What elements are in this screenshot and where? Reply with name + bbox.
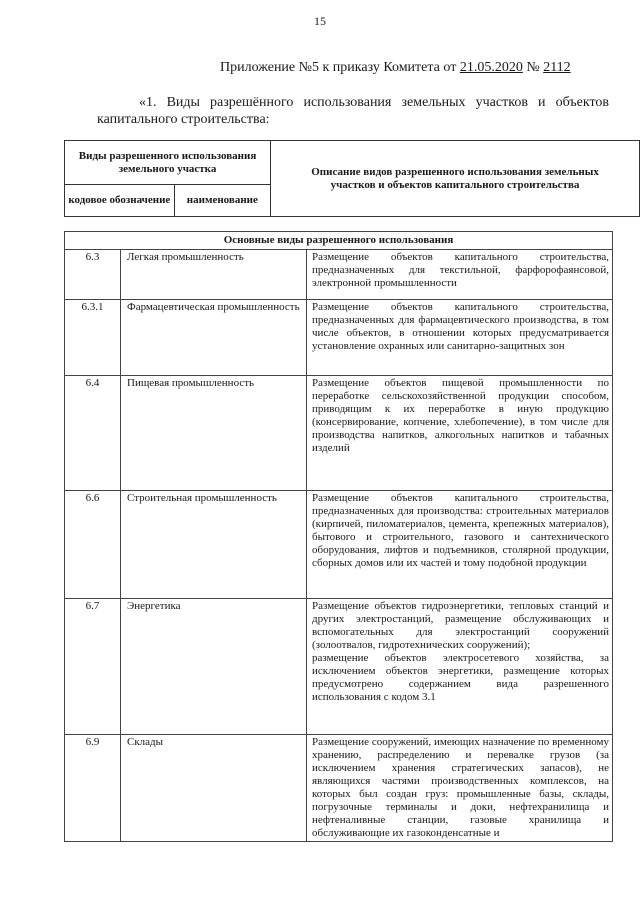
row-description <box>307 599 613 735</box>
row-name: Пищевая промышленность <box>121 376 307 491</box>
description-paragraph: Размещение объектов капитального строительства, предназначенных для текстильной, фарфорофаянсовой, электронной промышленности <box>312 251 610 289</box>
row-name: Фармацевтическая промышленность <box>121 300 307 376</box>
description-paragraph: Размещение объектов гидроэнергетики, тепловых станций и других электростанций, размещение обслуживающих и вспомогательных для электростанций сооружений (золоотвалов, гидротехнических сооружений); <box>312 600 610 651</box>
header-group-cell: Виды разрешенного использования земельного участка <box>65 141 271 185</box>
row-name: Энергетика <box>121 599 307 735</box>
appendix-caption <box>220 60 571 76</box>
row-description <box>307 735 613 842</box>
table-row <box>65 491 613 599</box>
section-title: Основные виды разрешенного использования <box>65 232 613 250</box>
row-code: 6.9 <box>65 735 121 842</box>
section-row <box>65 232 613 250</box>
row-description <box>307 300 613 376</box>
description-paragraph: Размещение объектов капитального строительства, предназначенных для фармацевтического производства, в том числе объектов, в отношении которых предусматривается установление охранных или санитарно-защитных зон <box>312 301 610 352</box>
appendix-number: 2112 <box>543 60 571 75</box>
intro-paragraph: «1. Виды разрешённого использования земельных участков и объектов капитального строительства: <box>97 95 609 127</box>
appendix-date: 21.05.2020 <box>459 60 523 75</box>
row-name: Строительная промышленность <box>121 491 307 599</box>
row-name: Склады <box>121 735 307 842</box>
description-paragraph: Размещение объектов пищевой промышленности по переработке сельскохозяйственной продукции способом, приводящим к их переработке в иную продукцию (консервирование, копчение, хлебопечение), в том числе для производства напитков, алкогольных напитков и табачных изделий <box>312 377 610 454</box>
appendix-prefix: Приложение №5 к приказу Комитета от <box>220 60 460 75</box>
table-row <box>65 300 613 376</box>
land-use-table <box>64 231 613 842</box>
header-code-cell: кодовое обозначение <box>65 185 175 217</box>
page-number: 15 <box>314 14 326 28</box>
header-description-cell: Описание видов разрешенного использования земельных участков и объектов капитального строительства <box>271 141 640 217</box>
table-row <box>65 376 613 491</box>
header-table <box>64 140 640 217</box>
row-description <box>307 491 613 599</box>
table-row <box>65 599 613 735</box>
description-paragraph: размещение объектов электросетевого хозяйства, за исключением объектов энергетики, размещение которых предусмотрено содержанием вида разрешенного использования с кодом 3.1 <box>312 652 610 703</box>
row-code: 6.4 <box>65 376 121 491</box>
header-name-cell: наименование <box>174 185 270 217</box>
table-row <box>65 250 613 300</box>
description-paragraph: Размещение сооружений, имеющих назначение по временному хранению, распределению и перевалке грузов (за исключением хранения стратегических запасов), не являющихся частями производственных комплексов, на которых был создан груз: промышленные базы, склады, погрузочные терминалы и доки, нефтехранилища и нефтеналивные станции, газовые хранилища и обслуживающие их газоконденсатные и <box>312 736 610 839</box>
row-description <box>307 376 613 491</box>
table-row <box>65 735 613 842</box>
row-code: 6.6 <box>65 491 121 599</box>
description-paragraph: Размещение объектов капитального строительства, предназначенных для производства: строительных материалов (кирпичей, пиломатериалов, цемента, крепежных материалов), бытового и строительного, газового и сантехнического оборудования, лифтов и подъемников, столярной продукции, сборных домов или их частей и тому подобной продукции <box>312 492 610 569</box>
row-name: Легкая промышленность <box>121 250 307 300</box>
row-code: 6.3.1 <box>65 300 121 376</box>
row-description <box>307 250 613 300</box>
appendix-number-label: № <box>522 60 544 75</box>
row-code: 6.3 <box>65 250 121 300</box>
row-code: 6.7 <box>65 599 121 735</box>
